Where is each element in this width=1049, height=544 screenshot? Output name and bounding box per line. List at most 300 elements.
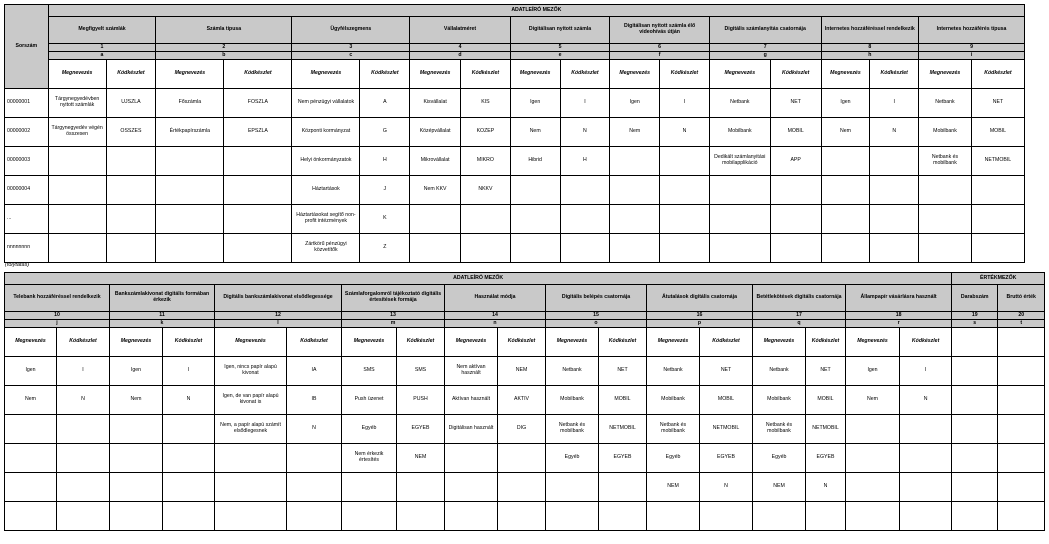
cell bbox=[397, 502, 445, 531]
group-number: 7 bbox=[709, 44, 821, 52]
cell: Mobilbank bbox=[919, 118, 972, 147]
cell bbox=[48, 147, 106, 176]
cell: Nem bbox=[610, 118, 660, 147]
cell bbox=[647, 502, 700, 531]
cell: Netbank és mobilbank bbox=[546, 415, 599, 444]
group-letter: f bbox=[610, 52, 710, 60]
cell: SMS bbox=[342, 357, 397, 386]
table-row bbox=[5, 234, 1025, 263]
cell bbox=[461, 205, 511, 234]
cell: MOBIL bbox=[971, 118, 1024, 147]
value-title: Darabszám bbox=[952, 285, 998, 312]
cell bbox=[870, 205, 919, 234]
cell: NET bbox=[971, 89, 1024, 118]
cell bbox=[770, 176, 821, 205]
cell: I bbox=[870, 89, 919, 118]
cell: EGYEB bbox=[806, 444, 846, 473]
cell: NET bbox=[806, 357, 846, 386]
col-kodkeszlet: Kódkészlet bbox=[224, 60, 292, 89]
cell bbox=[215, 473, 287, 502]
cell: EGYEB bbox=[700, 444, 753, 473]
cell: Egyéb bbox=[647, 444, 700, 473]
cell: Mobilbank bbox=[709, 118, 770, 147]
group-title: Számla típusa bbox=[156, 17, 292, 44]
cell bbox=[110, 502, 163, 531]
cell: OSSZES bbox=[106, 118, 156, 147]
value-letter: t bbox=[998, 320, 1045, 328]
cell bbox=[410, 234, 461, 263]
cell: N bbox=[57, 386, 110, 415]
cell: Nem aktívan használt bbox=[445, 357, 498, 386]
col-megnevezes: Megnevezés bbox=[156, 60, 224, 89]
cell: Igen bbox=[821, 89, 870, 118]
col-megnevezes: Megnevezés bbox=[709, 60, 770, 89]
cell bbox=[110, 473, 163, 502]
value-cell bbox=[952, 357, 998, 386]
group-title: Telebank hozzáféréssel rendelkezik bbox=[5, 285, 110, 312]
cell bbox=[163, 502, 215, 531]
cell: N bbox=[660, 118, 710, 147]
sorszam-header: Sorszám bbox=[5, 5, 49, 89]
cell: NET bbox=[700, 357, 753, 386]
cell bbox=[546, 502, 599, 531]
group-title: Számlaforgalomról tájékoztató digitális értesítések formája bbox=[342, 285, 445, 312]
row-id: 00000002 bbox=[5, 118, 49, 147]
cell: NET bbox=[599, 357, 647, 386]
col-kodkeszlet: Kódkészlet bbox=[599, 328, 647, 357]
group-letter: p bbox=[647, 320, 753, 328]
cell: Háztartásokat segítő non-profit intézmények bbox=[292, 205, 360, 234]
table-row bbox=[5, 415, 1045, 444]
cell: Netbank bbox=[546, 357, 599, 386]
cell bbox=[106, 205, 156, 234]
cell: N bbox=[900, 386, 952, 415]
col-kodkeszlet: Kódkészlet bbox=[498, 328, 546, 357]
group-letter: e bbox=[510, 52, 610, 60]
group-letter: b bbox=[156, 52, 292, 60]
col-kodkeszlet: Kódkészlet bbox=[360, 60, 410, 89]
group-letter: n bbox=[445, 320, 546, 328]
cell: Mobilbank bbox=[753, 386, 806, 415]
group-title: Digitális számlanyitás csatornája bbox=[709, 17, 821, 44]
cell: IB bbox=[287, 386, 342, 415]
data-table-part2 bbox=[4, 272, 1045, 531]
cell: Igen, nincs papír alapú kivonat bbox=[215, 357, 287, 386]
cell: NETMOBIL bbox=[700, 415, 753, 444]
group-title: Használat módja bbox=[445, 285, 546, 312]
group-number: 18 bbox=[846, 312, 952, 320]
cell bbox=[610, 234, 660, 263]
cell: NEM bbox=[647, 473, 700, 502]
continuation-label: (folytatás) bbox=[5, 262, 30, 268]
col-megnevezes: Megnevezés bbox=[48, 60, 106, 89]
cell: Igen bbox=[610, 89, 660, 118]
cell: Hibrid bbox=[510, 147, 560, 176]
cell: I bbox=[660, 89, 710, 118]
cell: Zártkörű pénzügyi közvetítők bbox=[292, 234, 360, 263]
cell: N bbox=[700, 473, 753, 502]
col-megnevezes: Megnevezés bbox=[410, 60, 461, 89]
value-number: 19 bbox=[952, 312, 998, 320]
cell bbox=[900, 473, 952, 502]
group-letter: l bbox=[215, 320, 342, 328]
cell bbox=[660, 234, 710, 263]
cell bbox=[48, 176, 106, 205]
cell: I bbox=[900, 357, 952, 386]
cell: SMS bbox=[397, 357, 445, 386]
cell: Netbank és mobilbank bbox=[919, 147, 972, 176]
cell: Egyéb bbox=[342, 415, 397, 444]
cell: PUSH bbox=[397, 386, 445, 415]
cell: Z bbox=[360, 234, 410, 263]
cell bbox=[498, 502, 546, 531]
row-id: 00000001 bbox=[5, 89, 49, 118]
col-kodkeszlet: Kódkészlet bbox=[971, 60, 1024, 89]
cell: KIS bbox=[461, 89, 511, 118]
cell: AKTIV bbox=[498, 386, 546, 415]
cell bbox=[163, 415, 215, 444]
col-megnevezes: Megnevezés bbox=[546, 328, 599, 357]
cell bbox=[610, 147, 660, 176]
cell: NEM bbox=[498, 357, 546, 386]
group-title: Internetes hozzáféréssel rendelkezik bbox=[821, 17, 919, 44]
group-letter: r bbox=[846, 320, 952, 328]
ertekmezok-header: ÉRTÉKMEZŐK bbox=[952, 273, 1045, 285]
cell bbox=[660, 147, 710, 176]
cell: Nem érkezik értesítés bbox=[342, 444, 397, 473]
cell bbox=[900, 502, 952, 531]
cell bbox=[510, 234, 560, 263]
cell bbox=[709, 205, 770, 234]
row-id: ... bbox=[5, 205, 49, 234]
cell bbox=[5, 444, 57, 473]
group-letter: k bbox=[110, 320, 215, 328]
cell bbox=[870, 147, 919, 176]
cell bbox=[599, 502, 647, 531]
cell bbox=[342, 502, 397, 531]
cell bbox=[156, 234, 224, 263]
cell bbox=[919, 176, 972, 205]
cell bbox=[57, 502, 110, 531]
cell: NEM bbox=[753, 473, 806, 502]
col-megnevezes: Megnevezés bbox=[610, 60, 660, 89]
value-cell bbox=[998, 386, 1045, 415]
value-cell bbox=[998, 473, 1045, 502]
cell: KOZEP bbox=[461, 118, 511, 147]
value-cell bbox=[998, 502, 1045, 531]
col-megnevezes: Megnevezés bbox=[292, 60, 360, 89]
cell: N bbox=[806, 473, 846, 502]
cell bbox=[5, 415, 57, 444]
cell bbox=[560, 234, 610, 263]
value-cell bbox=[952, 444, 998, 473]
cell bbox=[846, 502, 900, 531]
cell bbox=[821, 205, 870, 234]
cell bbox=[900, 415, 952, 444]
group-number: 3 bbox=[292, 44, 410, 52]
cell: Tárgynegyedév végén összesen bbox=[48, 118, 106, 147]
cell bbox=[342, 473, 397, 502]
cell bbox=[156, 147, 224, 176]
cell bbox=[110, 415, 163, 444]
col-megnevezes: Megnevezés bbox=[110, 328, 163, 357]
cell bbox=[287, 444, 342, 473]
value-cell bbox=[952, 386, 998, 415]
cell: EPSZLA bbox=[224, 118, 292, 147]
cell bbox=[445, 473, 498, 502]
cell bbox=[410, 205, 461, 234]
group-letter: q bbox=[753, 320, 846, 328]
value-cell bbox=[952, 473, 998, 502]
cell bbox=[770, 234, 821, 263]
group-number: 12 bbox=[215, 312, 342, 320]
cell: Értékpapírszámla bbox=[156, 118, 224, 147]
cell bbox=[106, 234, 156, 263]
cell: Központi kormányzat bbox=[292, 118, 360, 147]
group-number: 17 bbox=[753, 312, 846, 320]
cell: MOBIL bbox=[599, 386, 647, 415]
cell bbox=[163, 444, 215, 473]
col-megnevezes: Megnevezés bbox=[5, 328, 57, 357]
cell: FOSZLA bbox=[224, 89, 292, 118]
cell bbox=[156, 176, 224, 205]
data-table-part1 bbox=[4, 4, 1025, 263]
cell: Dedikált számlanyitási mobilapplikáció bbox=[709, 147, 770, 176]
cell bbox=[870, 234, 919, 263]
cell bbox=[106, 176, 156, 205]
cell: Helyi önkormányzatok bbox=[292, 147, 360, 176]
value-title: Bruttó érték bbox=[998, 285, 1045, 312]
group-number: 11 bbox=[110, 312, 215, 320]
value-cell bbox=[998, 444, 1045, 473]
cell: Aktívan használt bbox=[445, 386, 498, 415]
cell: Nem bbox=[510, 118, 560, 147]
cell bbox=[546, 473, 599, 502]
col-megnevezes: Megnevezés bbox=[647, 328, 700, 357]
col-kodkeszlet: Kódkészlet bbox=[660, 60, 710, 89]
cell bbox=[770, 205, 821, 234]
group-title: Vállalatméret bbox=[410, 17, 511, 44]
value-cell bbox=[998, 415, 1045, 444]
cell: Igen bbox=[510, 89, 560, 118]
cell bbox=[900, 444, 952, 473]
cell: N bbox=[287, 415, 342, 444]
cell: Netbank bbox=[709, 89, 770, 118]
cell: Nem pénzügyi vállalatok bbox=[292, 89, 360, 118]
value-cell bbox=[952, 502, 998, 531]
cell: Netbank és mobilbank bbox=[647, 415, 700, 444]
cell: Digitálisan használt bbox=[445, 415, 498, 444]
group-letter: c bbox=[292, 52, 410, 60]
cell: Nem bbox=[846, 386, 900, 415]
cell bbox=[57, 444, 110, 473]
group-letter: g bbox=[709, 52, 821, 60]
group-title: Betétlekötések digitális csatornája bbox=[753, 285, 846, 312]
group-number: 13 bbox=[342, 312, 445, 320]
group-title: Digitálisan nyitott számla élő videohívás útján bbox=[610, 17, 710, 44]
cell: I bbox=[163, 357, 215, 386]
cell: Mikrovállalat bbox=[410, 147, 461, 176]
group-title: Megfigyelt számlák bbox=[48, 17, 156, 44]
cell bbox=[57, 415, 110, 444]
table-row bbox=[5, 386, 1045, 415]
cell bbox=[660, 205, 710, 234]
group-title: Ügyfélszegmens bbox=[292, 17, 410, 44]
cell: A bbox=[360, 89, 410, 118]
cell: Igen bbox=[110, 357, 163, 386]
table-row bbox=[5, 473, 1045, 502]
cell bbox=[498, 444, 546, 473]
cell: Nem, a papír alapú számít elsődlegesnek bbox=[215, 415, 287, 444]
value-cell bbox=[952, 415, 998, 444]
group-number: 8 bbox=[821, 44, 919, 52]
cell bbox=[224, 147, 292, 176]
cell: NETMOBIL bbox=[971, 147, 1024, 176]
cell bbox=[445, 502, 498, 531]
table-row bbox=[5, 118, 1025, 147]
cell bbox=[806, 502, 846, 531]
cell: I bbox=[560, 89, 610, 118]
cell bbox=[224, 205, 292, 234]
group-title: Digitálisan nyitott számla bbox=[510, 17, 610, 44]
col-megnevezes: Megnevezés bbox=[215, 328, 287, 357]
col-kodkeszlet: Kódkészlet bbox=[770, 60, 821, 89]
cell bbox=[870, 176, 919, 205]
value-letter: s bbox=[952, 320, 998, 328]
cell bbox=[753, 502, 806, 531]
cell bbox=[660, 176, 710, 205]
cell bbox=[498, 473, 546, 502]
cell bbox=[821, 176, 870, 205]
value-number: 20 bbox=[998, 312, 1045, 320]
cell bbox=[48, 234, 106, 263]
cell: MOBIL bbox=[700, 386, 753, 415]
cell: MIKRO bbox=[461, 147, 511, 176]
col-kodkeszlet: Kódkészlet bbox=[461, 60, 511, 89]
cell bbox=[57, 473, 110, 502]
cell bbox=[709, 234, 770, 263]
cell bbox=[110, 444, 163, 473]
group-number: 9 bbox=[919, 44, 1025, 52]
cell bbox=[224, 176, 292, 205]
cell: H bbox=[560, 147, 610, 176]
cell bbox=[599, 473, 647, 502]
cell: EGYEB bbox=[599, 444, 647, 473]
col-megnevezes: Megnevezés bbox=[510, 60, 560, 89]
cell bbox=[846, 415, 900, 444]
group-number: 6 bbox=[610, 44, 710, 52]
cell: Netbank és mobilbank bbox=[753, 415, 806, 444]
group-letter: d bbox=[410, 52, 511, 60]
col-megnevezes: Megnevezés bbox=[753, 328, 806, 357]
cell bbox=[971, 176, 1024, 205]
cell: UJSZLA bbox=[106, 89, 156, 118]
cell: Egyéb bbox=[753, 444, 806, 473]
cell: NETMOBIL bbox=[806, 415, 846, 444]
col-megnevezes: Megnevezés bbox=[342, 328, 397, 357]
cell bbox=[106, 147, 156, 176]
cell: NET bbox=[770, 89, 821, 118]
cell bbox=[919, 205, 972, 234]
cell: Kisvállalat bbox=[410, 89, 461, 118]
cell bbox=[846, 473, 900, 502]
group-title: Bankszámlakivonat digitális formában érkezik bbox=[110, 285, 215, 312]
cell bbox=[5, 502, 57, 531]
group-letter: m bbox=[342, 320, 445, 328]
row-id: nnnnnnnn bbox=[5, 234, 49, 263]
cell bbox=[709, 176, 770, 205]
table-row bbox=[5, 444, 1045, 473]
cell bbox=[560, 176, 610, 205]
cell: DIG bbox=[498, 415, 546, 444]
cell bbox=[215, 444, 287, 473]
cell: N bbox=[560, 118, 610, 147]
cell bbox=[397, 473, 445, 502]
group-title: Internetes hozzáférés típusa bbox=[919, 17, 1025, 44]
cell bbox=[610, 205, 660, 234]
cell bbox=[461, 234, 511, 263]
col-kodkeszlet: Kódkészlet bbox=[870, 60, 919, 89]
value-cell bbox=[952, 328, 998, 357]
group-number: 5 bbox=[510, 44, 610, 52]
cell: Főszámla bbox=[156, 89, 224, 118]
table-row bbox=[5, 147, 1025, 176]
cell: Középvállalat bbox=[410, 118, 461, 147]
group-title: Digitális belépés csatornája bbox=[546, 285, 647, 312]
col-kodkeszlet: Kódkészlet bbox=[806, 328, 846, 357]
cell: Nem KKV bbox=[410, 176, 461, 205]
cell: Igen, de van papír alapú kivonat is bbox=[215, 386, 287, 415]
group-title: Állampapír vásárlásra használt bbox=[846, 285, 952, 312]
cell: Netbank bbox=[753, 357, 806, 386]
col-kodkeszlet: Kódkészlet bbox=[900, 328, 952, 357]
col-kodkeszlet: Kódkészlet bbox=[163, 328, 215, 357]
col-kodkeszlet: Kódkészlet bbox=[397, 328, 445, 357]
cell: Netbank bbox=[919, 89, 972, 118]
cell: N bbox=[163, 386, 215, 415]
cell: J bbox=[360, 176, 410, 205]
cell bbox=[287, 473, 342, 502]
cell bbox=[48, 205, 106, 234]
cell bbox=[163, 473, 215, 502]
col-kodkeszlet: Kódkészlet bbox=[57, 328, 110, 357]
cell bbox=[610, 176, 660, 205]
cell: NETMOBIL bbox=[599, 415, 647, 444]
value-cell bbox=[998, 328, 1045, 357]
cell: Háztartások bbox=[292, 176, 360, 205]
col-megnevezes: Megnevezés bbox=[821, 60, 870, 89]
group-number: 1 bbox=[48, 44, 156, 52]
table-row bbox=[5, 89, 1025, 118]
col-megnevezes: Megnevezés bbox=[846, 328, 900, 357]
cell bbox=[224, 234, 292, 263]
cell bbox=[560, 205, 610, 234]
cell: NEM bbox=[397, 444, 445, 473]
group-number: 4 bbox=[410, 44, 511, 52]
cell: APP bbox=[770, 147, 821, 176]
group-letter: j bbox=[5, 320, 110, 328]
group-number: 15 bbox=[546, 312, 647, 320]
cell: Mobilbank bbox=[546, 386, 599, 415]
cell: MOBIL bbox=[770, 118, 821, 147]
cell bbox=[971, 234, 1024, 263]
row-id: 00000004 bbox=[5, 176, 49, 205]
col-megnevezes: Megnevezés bbox=[919, 60, 972, 89]
group-letter: o bbox=[546, 320, 647, 328]
adatleiro-header: ADATLEÍRÓ MEZŐK bbox=[48, 5, 1024, 17]
group-number: 10 bbox=[5, 312, 110, 320]
cell: N bbox=[870, 118, 919, 147]
